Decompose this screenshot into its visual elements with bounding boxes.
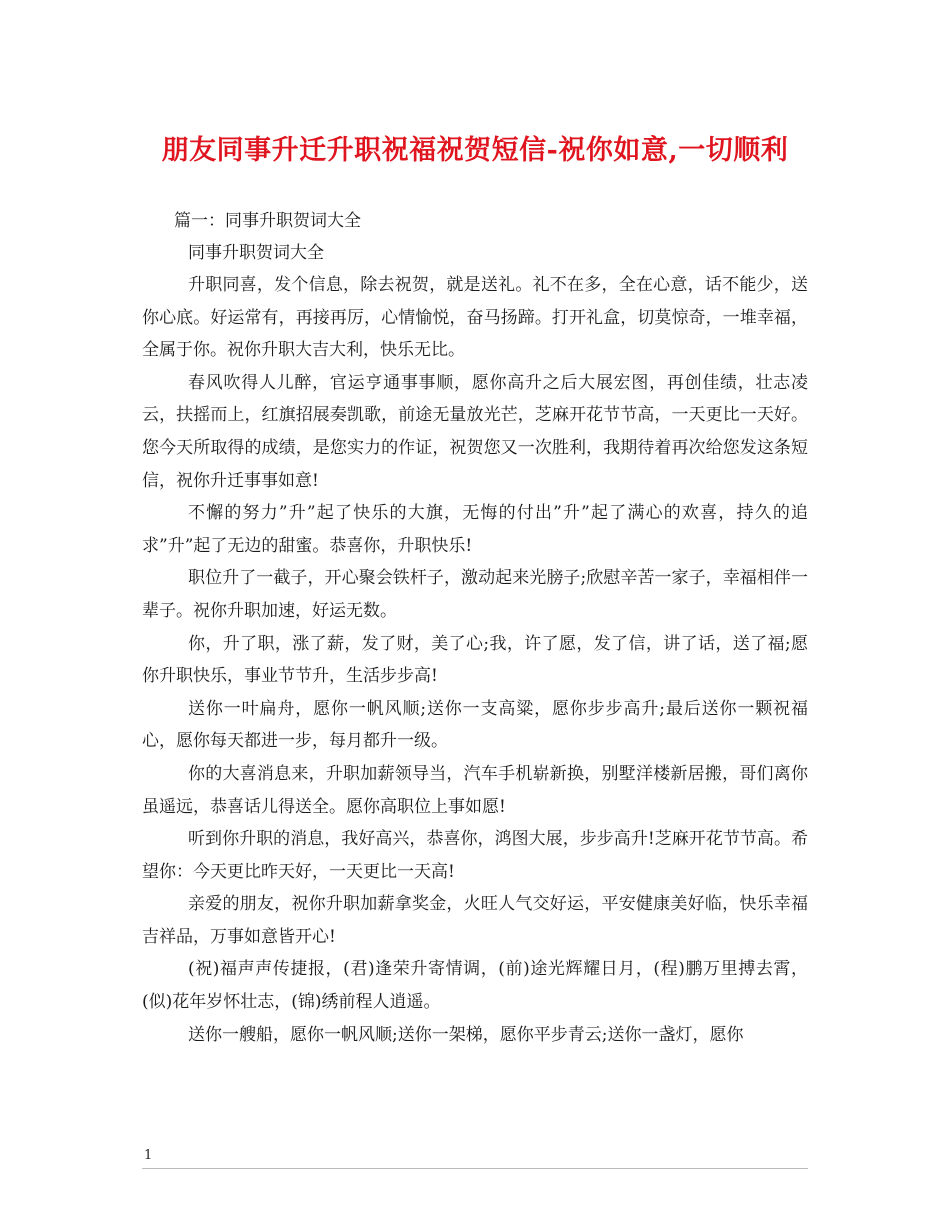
paragraph: 不懈的努力”升”起了快乐的大旗，无悔的付出”升”起了满心的欢喜，持久的追求”升”起了无边的甜蜜。恭喜你，升职快乐! — [142, 503, 808, 556]
paragraph: 职位升了一截子，开心聚会铁杆子，激动起来光膀子;欣慰辛苦一家子，幸福相伴一辈子。祝你升职加速，好运无数。 — [142, 568, 808, 621]
paragraph: 送你一叶扁舟，愿你一帆风顺;送你一支高粱，愿你步步高升;最后送你一颗祝福心，愿你每天都进一步，每月都升一级。 — [142, 698, 808, 752]
section-heading: 篇一：同事升职贺词大全 — [174, 211, 361, 231]
paragraph: 春风吹得人儿醉，官运亨通事事顺，愿你高升之后大展宏图，再创佳绩，壮志凌云，扶摇而上，红旗招展奏凯歌，前途无量放光芒，芝麻开花节节高，一天更比一天好。您今天所取得的成绩，是您实力的作证，祝贺您又一次胜利，我期待着再次给您发这条短信，祝你升迁事事如意! — [142, 372, 808, 491]
paragraph: (祝)福声声传捷报，(君)逢荣升寄情调，(前)途光辉耀日月，(程)鹏万里搏去霄，(似)花年岁怀壮志，(锦)绣前程人逍遥。 — [142, 959, 808, 1013]
footer-divider — [142, 1168, 808, 1169]
paragraph: 亲爱的朋友，祝你升职加薪拿奖金，火旺人气交好运，平安健康美好临，快乐幸福吉祥品，万事如意皆开心! — [142, 894, 808, 947]
section-subheading: 同事升职贺词大全 — [188, 243, 324, 263]
paragraph: 升职同喜，发个信息，除去祝贺，就是送礼。礼不在多，全在心意，话不能少，送你心底。好运常有，再接再厉，心情愉悦，奋马扬蹄。打开礼盒，切莫惊奇，一堆幸福，全属于你。祝你升职大吉大利，快乐无比。 — [142, 275, 808, 361]
page-number: 1 — [144, 1148, 153, 1163]
paragraph: 你，升了职，涨了薪，发了财，美了心;我，许了愿，发了信，讲了话，送了福;愿你升职快乐，事业节节升，生活步步高! — [142, 633, 808, 687]
paragraph: 送你一艘船，愿你一帆风顺;送你一架梯，愿你平步青云;送你一盏灯，愿你 — [188, 1024, 744, 1045]
document-title: 朋友同事升迁升职祝福祝贺短信-祝你如意,一切顺利 — [161, 135, 789, 166]
document-body — [142, 205, 808, 1051]
paragraph: 听到你升职的消息，我好高兴，恭喜你，鸿图大展，步步高升!芝麻开花节节高。希望你：今天更比昨天好，一天更比一天高! — [142, 829, 808, 882]
paragraph: 你的大喜消息来，升职加薪领导当，汽车手机崭新换，别墅洋楼新居搬，哥们离你虽遥远，恭喜话儿得送全。愿你高职位上事如愿! — [142, 763, 808, 817]
